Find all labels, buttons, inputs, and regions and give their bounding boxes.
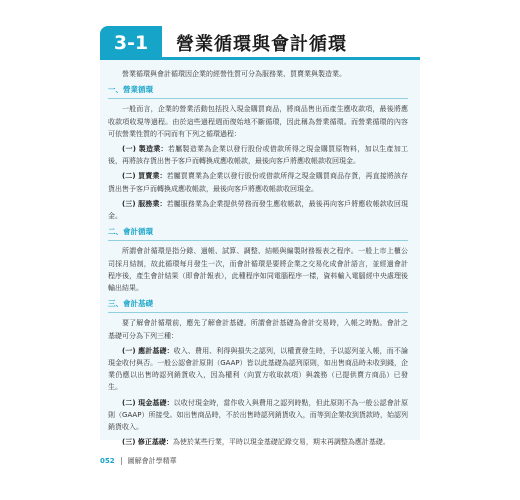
book-title: 圖解會計學精華 bbox=[127, 457, 177, 465]
page-number: 052 bbox=[100, 457, 115, 465]
list-item bbox=[108, 170, 408, 194]
section-body: 一般而言，企業的營業活動包括投入現金購買商品，將商品售出而產生應收款項，最後將應收款項收現等過程。由於這些過程週而復始地不斷循環，因此稱為營業循環。而營業循環的內容可依營業性質的不同而有下列之循環過程： bbox=[108, 105, 408, 138]
footer-divider bbox=[121, 457, 122, 465]
section-accounting-cycle bbox=[108, 226, 408, 294]
page-content bbox=[108, 68, 408, 451]
item-text: 若屬服務業為企業提供勞務而發生應收帳款，最後再向客戶將應收帳款收回現金。 bbox=[108, 199, 409, 221]
chapter-number: 3-1 bbox=[100, 26, 162, 60]
section-body: 要了解會計循環前，應先了解會計基礎。所謂會計基礎為會計交易時，入帳之時點。會計之基礎可分為下列三種： bbox=[108, 319, 408, 340]
item-text: 收入、費用、利得與損失之認列，以權責發生時，予以認列並入帳，而不論現金收付與否。一般公認會計原則（GAAP）皆以此基礎為認列原則，如出售商品時未收到錢，企業仍應以出售時認列銷貨收入，因為權利（向買方收取款項）與義務（已提供賣方商品）已發生。 bbox=[108, 346, 408, 392]
item-text: 以收付現金時，當作收入與費用之認列時點，但此原則不為一般公認會計原則（GAAP）所接受。如出售商品時，不於出售時認列銷貨收入，而等到企業收到貨款時，始認列銷貨收入。 bbox=[108, 398, 408, 432]
section-operating-cycle bbox=[108, 84, 408, 222]
chapter-title-wrap bbox=[162, 26, 420, 60]
item-label: (二) 買賣業： bbox=[122, 172, 167, 181]
item-label: (三) 服務業： bbox=[122, 199, 167, 208]
item-label: (二) 現金基礎： bbox=[122, 398, 174, 407]
list-item bbox=[108, 397, 408, 434]
intro-paragraph: 營業循環與會計循環因企業的經營性質可分為服務業、買賣業與製造業。 bbox=[122, 70, 346, 78]
item-text: 若屬製造業為企業以發行股份或借款所得之現金購買原物料，加以生產加工後，再將該存貨出售予客戶而轉換成應收帳款，最後向客戶將應收帳款收回現金。 bbox=[108, 145, 408, 166]
section-heading: 三、會計基礎 bbox=[108, 298, 408, 313]
section-heading: 一、營業循環 bbox=[108, 84, 408, 99]
chapter-title: 營業循環與會計循環 bbox=[176, 34, 347, 55]
section-accounting-basis bbox=[108, 298, 408, 448]
list-item bbox=[108, 198, 408, 222]
page-footer bbox=[100, 456, 177, 466]
chapter-header bbox=[100, 26, 420, 60]
section-body: 所謂會計循環是指分錄、過帳、試算、調整、結帳與編製財務報表之程序。一般上市上櫃公司採月結制，故此循環每月發生一次，而會計循環是要將企業之交易化成會計語言，並經過會計程序後，產生會計結果（即會計報表），此種程序如同電腦程序一樣，資料輸入電腦經中央處理後輸出結果。 bbox=[108, 247, 408, 293]
item-label: (一) 製造業： bbox=[122, 145, 168, 154]
item-text: 為使於某些行業，平時以現金基礎記錄交易，期末再調整為應計基礎。 bbox=[172, 438, 390, 447]
list-item bbox=[108, 143, 408, 167]
section-heading: 二、會計循環 bbox=[108, 226, 408, 241]
list-item bbox=[108, 345, 408, 394]
item-label: (三) 修正基礎： bbox=[122, 438, 173, 447]
item-text: 若屬買賣業為企業以發行股份或借款所得之現金購買商品存貨，再直接將該存貨出售予客戶而轉換成應收帳款，最後向客戶將應收帳款收回現金。 bbox=[108, 172, 409, 193]
item-label: (一) 應計基礎： bbox=[122, 346, 174, 355]
list-item bbox=[108, 436, 408, 448]
